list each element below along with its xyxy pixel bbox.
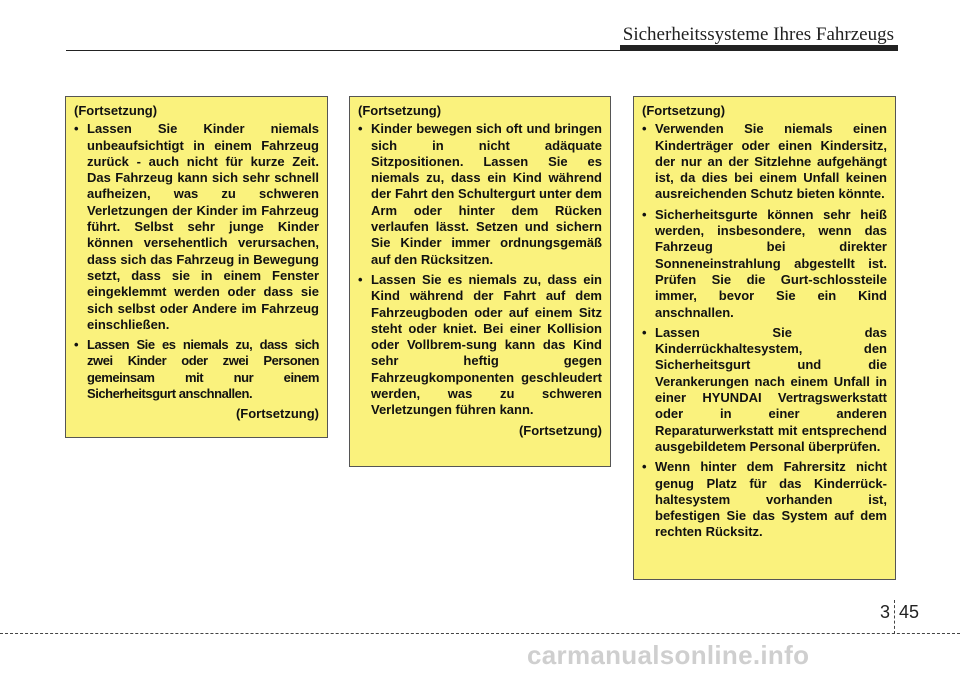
warning-box-1 [65, 96, 328, 438]
continued-end-label: (Fortsetzung) [235, 406, 319, 422]
page-number: 45 [899, 602, 920, 622]
bullet-item: • Kinder bewegen sich oft und bringen sich in nicht adäquate Sitzpositionen. Lassen Sie es niemals zu, dass ein Kind während der Fahrt den Schultergurt unter dem Arm oder hinter dem Rücken verlaufen lässt. Setzen und sichern Sie Kinder immer ordnungsgemäß auf den Rücksitzen. [358, 121, 602, 268]
warning-box-2 [349, 96, 611, 467]
bullet-list [642, 121, 887, 540]
warning-box-3 [633, 96, 896, 580]
section-title: Sicherheitssysteme Ihres Fahrzeugs [622, 24, 894, 45]
watermark: carmanualsonline.info [527, 640, 810, 670]
bullet-list [358, 121, 602, 418]
bullet-item: • Wenn hinter dem Fahrersitz nicht genug Platz für das Kinderrück-haltesystem vorhanden ist, befestigen Sie das System auf dem rechten Rücksitz. [642, 459, 887, 540]
bullet-item: • Lassen Sie es niemals zu, dass sich zwei Kinder oder zwei Personen gemeinsam mit nur einem Sicherheitsgurt anschnallen. [74, 337, 319, 402]
bullet-item: • Sicherheitsgurte können sehr heiß werden, insbesondere, wenn das Fahrzeug bei direkter Sonneneinstrahlung abgestellt ist. Prüfen Sie die Gurt-schlossteile immer, bevor Sie ein Kind anschnallen. [642, 207, 887, 321]
footer-rule [0, 633, 960, 634]
page-number-divider [894, 600, 895, 634]
chapter-number: 3 [880, 602, 891, 622]
bullet-item: • Verwenden Sie niemals einen Kinderträger oder einen Kindersitz, der nur an der Sitzlehne aufgehängt ist, da dies bei einem Unfall keinen ausreichenden Schutz bieten könnte. [642, 121, 887, 202]
bullet-item: • Lassen Sie Kinder niemals unbeaufsichtigt in einem Fahrzeug zurück - auch nicht für kurze Zeit. Das Fahrzeug kann sich sehr schnell aufheizen, was zu schweren Verletzungen der Kinder im Fahrzeug führt. Selbst sehr junge Kinder können versehentlich verursachen, dass sich das Fahrzeug in Bewegung setzt, dass sie in einem Fenster eingeklemmt werden oder dass sie sich selbst oder Andere im Fahrzeug einschließen. [74, 121, 319, 333]
continued-end-label: (Fortsetzung) [518, 422, 602, 438]
bullet-list [74, 121, 319, 402]
header-rule-accent [620, 45, 898, 51]
bullet-item: • Lassen Sie es niemals zu, dass ein Kind während der Fahrt auf dem Fahrzeugboden oder auf einem Sitz steht oder kniet. Bei einer Kollision oder Vollbrem-sung kann das Kind sehr heftig gegen Fahrzeugkomponenten geschleudert werden, was zu schweren Verletzungen führen kann. [358, 272, 602, 419]
bullet-item: • Lassen Sie das Kinderrückhaltesystem, den Sicherheitsgurt und die Verankerungen nach einem Unfall in einer HYUNDAI Vertragswerkstatt oder in einer anderen Reparaturwerkstatt mit entsprechend ausgebildetem Personal überprüfen. [642, 325, 887, 455]
continued-label: (Fortsetzung) [642, 103, 726, 118]
continued-label: (Fortsetzung) [358, 103, 442, 118]
continued-label: (Fortsetzung) [74, 103, 158, 118]
